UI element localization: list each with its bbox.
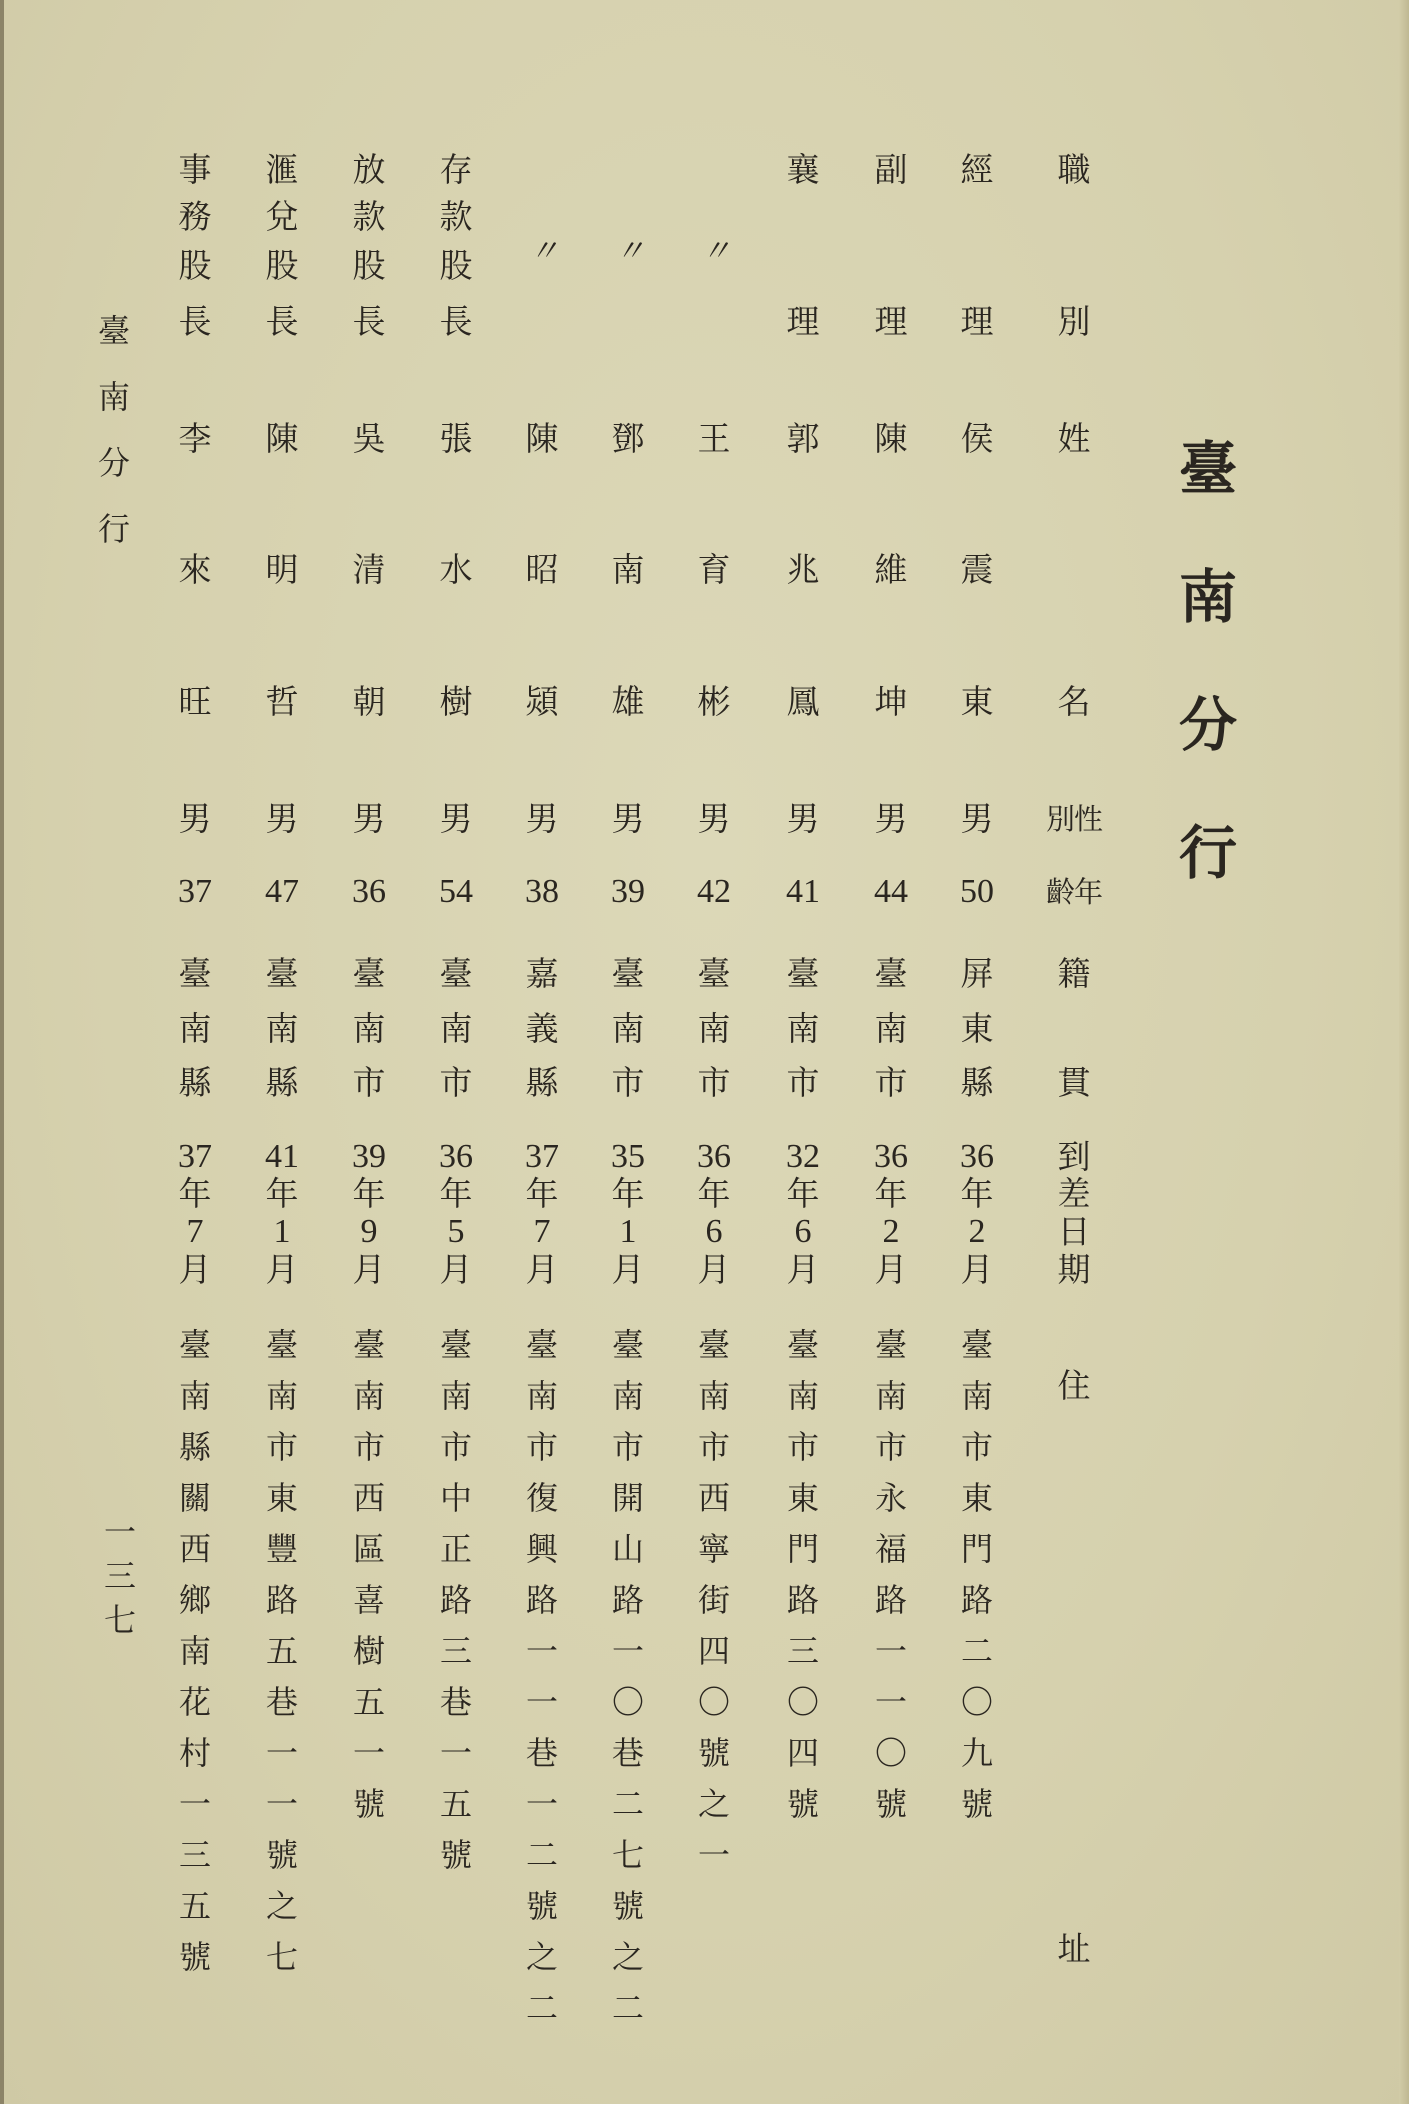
native-char: 嘉 xyxy=(525,954,559,993)
age: 38 xyxy=(525,873,559,910)
gender: 男 xyxy=(265,799,299,838)
position-char: 存 xyxy=(439,150,473,189)
vertical-char: 號 xyxy=(352,1785,385,1823)
name-char: 樹 xyxy=(439,682,473,721)
vertical-char: 號 xyxy=(611,1887,644,1925)
vertical-char: 臺 xyxy=(97,312,130,350)
header-address-1: 住 xyxy=(1057,1366,1091,1405)
header-date-4: 期 xyxy=(1057,1250,1091,1289)
native-char: 市 xyxy=(611,1063,645,1102)
name-char: 侯 xyxy=(960,419,994,458)
vertical-char: 一 xyxy=(525,1785,558,1823)
name-char: 彬 xyxy=(697,682,731,721)
address xyxy=(783,1320,823,1830)
native-char: 縣 xyxy=(178,1063,212,1102)
vertical-char: 行 xyxy=(97,510,130,548)
position-char: 經 xyxy=(960,150,994,189)
native-char: 南 xyxy=(611,1009,645,1048)
address xyxy=(608,1320,648,2034)
date-month: 9 xyxy=(360,1213,378,1250)
position-char: 兌 xyxy=(265,197,299,236)
vertical-char: 福 xyxy=(874,1530,907,1568)
address xyxy=(871,1320,911,1830)
vertical-char: 臺 xyxy=(439,1326,472,1364)
native-char: 市 xyxy=(439,1063,473,1102)
position-char: 事 xyxy=(178,150,212,189)
address xyxy=(957,1320,997,1830)
gender: 男 xyxy=(960,799,994,838)
date-month: 7 xyxy=(186,1213,204,1250)
vertical-char: 花 xyxy=(178,1683,211,1721)
gender: 男 xyxy=(352,799,386,838)
native-char: 市 xyxy=(352,1063,386,1102)
vertical-char: 一 xyxy=(611,1632,644,1670)
vertical-char: 縣 xyxy=(178,1428,211,1466)
vertical-char: 市 xyxy=(697,1428,730,1466)
vertical-char: 七 xyxy=(611,1836,644,1874)
page-title: 臺 南 分 行 xyxy=(1178,435,1238,887)
vertical-char: 東 xyxy=(265,1479,298,1517)
name-char: 清 xyxy=(352,550,386,589)
position-char: 理 xyxy=(960,302,994,341)
vertical-char: 二 xyxy=(611,1785,644,1823)
position-char: 長 xyxy=(178,302,212,341)
vertical-char: 南 xyxy=(265,1377,298,1415)
vertical-char: 路 xyxy=(611,1581,644,1619)
native-char: 東 xyxy=(960,1009,994,1048)
native-char: 義 xyxy=(525,1009,559,1048)
ditto-mark: 〃 xyxy=(701,234,727,269)
vertical-char: 一 xyxy=(874,1683,907,1721)
name-char: 朝 xyxy=(352,682,386,721)
vertical-char: 五 xyxy=(178,1887,211,1925)
vertical-char: 市 xyxy=(786,1428,819,1466)
age: 41 xyxy=(786,873,820,910)
vertical-char: 〇 xyxy=(874,1734,907,1772)
vertical-char: 之 xyxy=(525,1938,558,1976)
vertical-char: 一 xyxy=(525,1632,558,1670)
vertical-char: 一 xyxy=(525,1683,558,1721)
vertical-char: 南 xyxy=(525,1377,558,1415)
vertical-char: 號 xyxy=(525,1887,558,1925)
vertical-char: 南 xyxy=(960,1377,993,1415)
vertical-char: 二 xyxy=(525,1836,558,1874)
vertical-char: 號 xyxy=(960,1785,993,1823)
date-char: 年 xyxy=(874,1174,908,1213)
vertical-char: 路 xyxy=(525,1581,558,1619)
position-char: 款 xyxy=(439,197,473,236)
vertical-char: 五 xyxy=(352,1683,385,1721)
address xyxy=(175,1320,215,1983)
vertical-char: 號 xyxy=(874,1785,907,1823)
vertical-char: 南 xyxy=(178,1632,211,1670)
vertical-char: 臺 xyxy=(352,1326,385,1364)
native-char: 臺 xyxy=(697,954,731,993)
date-char: 月 xyxy=(265,1250,299,1289)
age: 54 xyxy=(439,873,473,910)
age: 39 xyxy=(611,873,645,910)
native-char: 市 xyxy=(874,1063,908,1102)
vertical-char: 臺 xyxy=(786,1326,819,1364)
name-char: 東 xyxy=(960,682,994,721)
running-header xyxy=(94,298,134,562)
native-char: 南 xyxy=(265,1009,299,1048)
native-char: 南 xyxy=(439,1009,473,1048)
position-char: 滙 xyxy=(265,150,299,189)
vertical-char: 南 xyxy=(874,1377,907,1415)
date-char: 年 xyxy=(178,1174,212,1213)
vertical-char: 街 xyxy=(697,1581,730,1619)
page-edge xyxy=(1399,0,1409,2104)
name-char: 鳳 xyxy=(786,682,820,721)
vertical-char: 〇 xyxy=(611,1683,644,1721)
vertical-char: 〇 xyxy=(960,1683,993,1721)
native-char: 南 xyxy=(697,1009,731,1048)
name-char: 育 xyxy=(697,550,731,589)
date-year: 36 xyxy=(439,1138,473,1175)
address xyxy=(262,1320,302,1983)
address xyxy=(522,1320,562,2034)
vertical-char: 南 xyxy=(611,1377,644,1415)
name-char: 李 xyxy=(178,419,212,458)
vertical-char: 三 xyxy=(178,1836,211,1874)
date-char: 月 xyxy=(960,1250,994,1289)
vertical-char: 西 xyxy=(697,1479,730,1517)
address xyxy=(436,1320,476,1881)
date-char: 月 xyxy=(697,1250,731,1289)
name-char: 旺 xyxy=(178,682,212,721)
position-char: 股 xyxy=(352,246,386,285)
age: 50 xyxy=(960,873,994,910)
date-char: 月 xyxy=(874,1250,908,1289)
header-age: 齡年 xyxy=(1045,875,1102,909)
vertical-char: 二 xyxy=(525,1989,558,2027)
date-month: 2 xyxy=(968,1213,986,1250)
vertical-char: 臺 xyxy=(265,1326,298,1364)
vertical-char: 號 xyxy=(697,1734,730,1772)
vertical-char: 東 xyxy=(786,1479,819,1517)
vertical-char: 分 xyxy=(97,444,130,482)
vertical-char: 號 xyxy=(786,1785,819,1823)
name-char: 哲 xyxy=(265,682,299,721)
name-char: 兆 xyxy=(786,550,820,589)
address xyxy=(349,1320,389,1830)
vertical-char: 開 xyxy=(611,1479,644,1517)
date-month: 5 xyxy=(447,1213,465,1250)
native-char: 臺 xyxy=(874,954,908,993)
gender: 男 xyxy=(697,799,731,838)
vertical-char: 市 xyxy=(352,1428,385,1466)
vertical-char: 路 xyxy=(874,1581,907,1619)
header-position-1: 職 xyxy=(1057,150,1091,189)
name-char: 張 xyxy=(439,419,473,458)
gender: 男 xyxy=(525,799,559,838)
header-native-2: 貫 xyxy=(1057,1063,1091,1102)
vertical-char: 七 xyxy=(265,1938,298,1976)
vertical-char: 一 xyxy=(439,1734,472,1772)
vertical-char: 七 xyxy=(103,1601,136,1639)
vertical-char: 山 xyxy=(611,1530,644,1568)
vertical-char: 一 xyxy=(103,1513,136,1551)
position-char: 襄 xyxy=(786,150,820,189)
date-char: 月 xyxy=(786,1250,820,1289)
header-position-2: 別 xyxy=(1057,302,1091,341)
vertical-char: 一 xyxy=(265,1734,298,1772)
position-char: 務 xyxy=(178,197,212,236)
vertical-char: 正 xyxy=(439,1530,472,1568)
name-char: 震 xyxy=(960,550,994,589)
gender: 男 xyxy=(611,799,645,838)
page-number xyxy=(100,1510,140,1642)
date-char: 年 xyxy=(786,1174,820,1213)
vertical-char: 臺 xyxy=(525,1326,558,1364)
name-char: 水 xyxy=(439,550,473,589)
age: 47 xyxy=(265,873,299,910)
name-char: 吳 xyxy=(352,419,386,458)
vertical-char: 巷 xyxy=(439,1683,472,1721)
name-char: 鄧 xyxy=(611,419,645,458)
header-name-1: 姓 xyxy=(1057,419,1091,458)
vertical-char: 中 xyxy=(439,1479,472,1517)
native-char: 臺 xyxy=(352,954,386,993)
ditto-mark: 〃 xyxy=(615,234,641,269)
position-char: 長 xyxy=(265,302,299,341)
vertical-char: 號 xyxy=(178,1938,211,1976)
vertical-char: 寧 xyxy=(697,1530,730,1568)
vertical-char: 一 xyxy=(697,1836,730,1874)
name-char: 昭 xyxy=(525,550,559,589)
vertical-char: 巷 xyxy=(265,1683,298,1721)
name-char: 坤 xyxy=(874,682,908,721)
vertical-char: 五 xyxy=(439,1785,472,1823)
vertical-char: 臺 xyxy=(611,1326,644,1364)
gender: 男 xyxy=(874,799,908,838)
date-char: 年 xyxy=(697,1174,731,1213)
date-char: 年 xyxy=(265,1174,299,1213)
native-char: 臺 xyxy=(439,954,473,993)
vertical-char: 路 xyxy=(265,1581,298,1619)
book-spine-edge xyxy=(0,0,4,2104)
vertical-char: 西 xyxy=(178,1530,211,1568)
vertical-char: 東 xyxy=(960,1479,993,1517)
position-char: 長 xyxy=(439,302,473,341)
date-char: 年 xyxy=(439,1174,473,1213)
ditto-mark: 〃 xyxy=(529,234,555,269)
vertical-char: 門 xyxy=(786,1530,819,1568)
native-char: 臺 xyxy=(265,954,299,993)
vertical-char: 〇 xyxy=(697,1683,730,1721)
name-char: 陳 xyxy=(265,419,299,458)
native-char: 市 xyxy=(697,1063,731,1102)
vertical-char: 巷 xyxy=(525,1734,558,1772)
position-char: 放 xyxy=(352,150,386,189)
date-month: 7 xyxy=(533,1213,551,1250)
vertical-char: 四 xyxy=(697,1632,730,1670)
position-char: 股 xyxy=(178,246,212,285)
native-char: 縣 xyxy=(960,1063,994,1102)
header-gender: 別性 xyxy=(1045,802,1102,836)
vertical-char: 市 xyxy=(265,1428,298,1466)
vertical-char: 關 xyxy=(178,1479,211,1517)
vertical-char: 路 xyxy=(960,1581,993,1619)
native-char: 臺 xyxy=(178,954,212,993)
vertical-char: 之 xyxy=(265,1887,298,1925)
vertical-char: 一 xyxy=(265,1785,298,1823)
native-char: 屏 xyxy=(960,954,994,993)
vertical-char: 一 xyxy=(874,1632,907,1670)
date-year: 37 xyxy=(178,1138,212,1175)
date-char: 年 xyxy=(352,1174,386,1213)
name-char: 郭 xyxy=(786,419,820,458)
date-char: 月 xyxy=(352,1250,386,1289)
age: 36 xyxy=(352,873,386,910)
vertical-char: 〇 xyxy=(786,1683,819,1721)
vertical-char: 喜 xyxy=(352,1581,385,1619)
native-char: 市 xyxy=(786,1063,820,1102)
name-char: 明 xyxy=(265,550,299,589)
name-char: 雄 xyxy=(611,682,645,721)
position-char: 股 xyxy=(439,246,473,285)
vertical-char: 二 xyxy=(960,1632,993,1670)
date-year: 35 xyxy=(611,1138,645,1175)
native-char: 縣 xyxy=(265,1063,299,1102)
native-char: 南 xyxy=(786,1009,820,1048)
date-char: 月 xyxy=(525,1250,559,1289)
date-char: 月 xyxy=(611,1250,645,1289)
date-month: 6 xyxy=(794,1213,812,1250)
name-char: 來 xyxy=(178,550,212,589)
date-year: 39 xyxy=(352,1138,386,1175)
vertical-char: 豐 xyxy=(265,1530,298,1568)
vertical-char: 三 xyxy=(439,1632,472,1670)
gender: 男 xyxy=(178,799,212,838)
age: 37 xyxy=(178,873,212,910)
vertical-char: 三 xyxy=(786,1632,819,1670)
date-month: 2 xyxy=(882,1213,900,1250)
vertical-char: 興 xyxy=(525,1530,558,1568)
date-char: 月 xyxy=(178,1250,212,1289)
vertical-char: 市 xyxy=(874,1428,907,1466)
name-char: 南 xyxy=(611,550,645,589)
date-char: 月 xyxy=(439,1250,473,1289)
native-char: 縣 xyxy=(525,1063,559,1102)
vertical-char: 鄉 xyxy=(178,1581,211,1619)
vertical-char: 市 xyxy=(611,1428,644,1466)
vertical-char: 號 xyxy=(265,1836,298,1874)
native-char: 臺 xyxy=(611,954,645,993)
header-name-2: 名 xyxy=(1057,682,1091,721)
header-address-2: 址 xyxy=(1057,1929,1091,1968)
date-year: 37 xyxy=(525,1138,559,1175)
native-char: 南 xyxy=(352,1009,386,1048)
vertical-char: 臺 xyxy=(874,1326,907,1364)
date-month: 1 xyxy=(619,1213,637,1250)
vertical-char: 門 xyxy=(960,1530,993,1568)
header-date-2: 差 xyxy=(1057,1174,1091,1213)
date-year: 41 xyxy=(265,1138,299,1175)
vertical-char: 南 xyxy=(697,1377,730,1415)
vertical-char: 二 xyxy=(611,1989,644,2027)
vertical-char: 南 xyxy=(439,1377,472,1415)
vertical-char: 四 xyxy=(786,1734,819,1772)
date-char: 年 xyxy=(525,1174,559,1213)
vertical-char: 一 xyxy=(178,1785,211,1823)
vertical-char: 臺 xyxy=(960,1326,993,1364)
name-char: 熲 xyxy=(525,682,559,721)
vertical-char: 巷 xyxy=(611,1734,644,1772)
position-char: 副 xyxy=(874,150,908,189)
vertical-char: 臺 xyxy=(697,1326,730,1364)
date-year: 32 xyxy=(786,1138,820,1175)
date-char: 年 xyxy=(960,1174,994,1213)
date-year: 36 xyxy=(697,1138,731,1175)
age: 42 xyxy=(697,873,731,910)
name-char: 王 xyxy=(697,419,731,458)
position-char: 理 xyxy=(874,302,908,341)
header-native-1: 籍 xyxy=(1057,954,1091,993)
vertical-char: 號 xyxy=(439,1836,472,1874)
vertical-char: 臺 xyxy=(178,1326,211,1364)
address xyxy=(694,1320,734,1881)
vertical-char: 村 xyxy=(178,1734,211,1772)
position-char: 理 xyxy=(786,302,820,341)
vertical-char: 市 xyxy=(525,1428,558,1466)
gender: 男 xyxy=(439,799,473,838)
vertical-char: 南 xyxy=(352,1377,385,1415)
date-month: 6 xyxy=(705,1213,723,1250)
native-char: 臺 xyxy=(786,954,820,993)
position-char: 款 xyxy=(352,197,386,236)
header-date-1: 到 xyxy=(1057,1137,1091,1176)
vertical-char: 樹 xyxy=(352,1632,385,1670)
vertical-char: 路 xyxy=(439,1581,472,1619)
vertical-char: 永 xyxy=(874,1479,907,1517)
vertical-char: 市 xyxy=(960,1428,993,1466)
name-char: 陳 xyxy=(874,419,908,458)
position-char: 長 xyxy=(352,302,386,341)
date-year: 36 xyxy=(874,1138,908,1175)
vertical-char: 之 xyxy=(697,1785,730,1823)
position-char: 股 xyxy=(265,246,299,285)
vertical-char: 一 xyxy=(352,1734,385,1772)
vertical-char: 五 xyxy=(265,1632,298,1670)
vertical-char: 南 xyxy=(178,1377,211,1415)
vertical-char: 之 xyxy=(611,1938,644,1976)
native-char: 南 xyxy=(874,1009,908,1048)
vertical-char: 市 xyxy=(439,1428,472,1466)
date-month: 1 xyxy=(273,1213,291,1250)
vertical-char: 南 xyxy=(786,1377,819,1415)
vertical-char: 區 xyxy=(352,1530,385,1568)
name-char: 陳 xyxy=(525,419,559,458)
vertical-char: 復 xyxy=(525,1479,558,1517)
date-year: 36 xyxy=(960,1138,994,1175)
date-char: 年 xyxy=(611,1174,645,1213)
name-char: 維 xyxy=(874,550,908,589)
vertical-char: 九 xyxy=(960,1734,993,1772)
vertical-char: 三 xyxy=(103,1557,136,1595)
vertical-char: 路 xyxy=(786,1581,819,1619)
gender: 男 xyxy=(786,799,820,838)
header-date-3: 日 xyxy=(1057,1212,1091,1251)
age: 44 xyxy=(874,873,908,910)
native-char: 南 xyxy=(178,1009,212,1048)
vertical-char: 西 xyxy=(352,1479,385,1517)
vertical-char: 南 xyxy=(97,378,130,416)
